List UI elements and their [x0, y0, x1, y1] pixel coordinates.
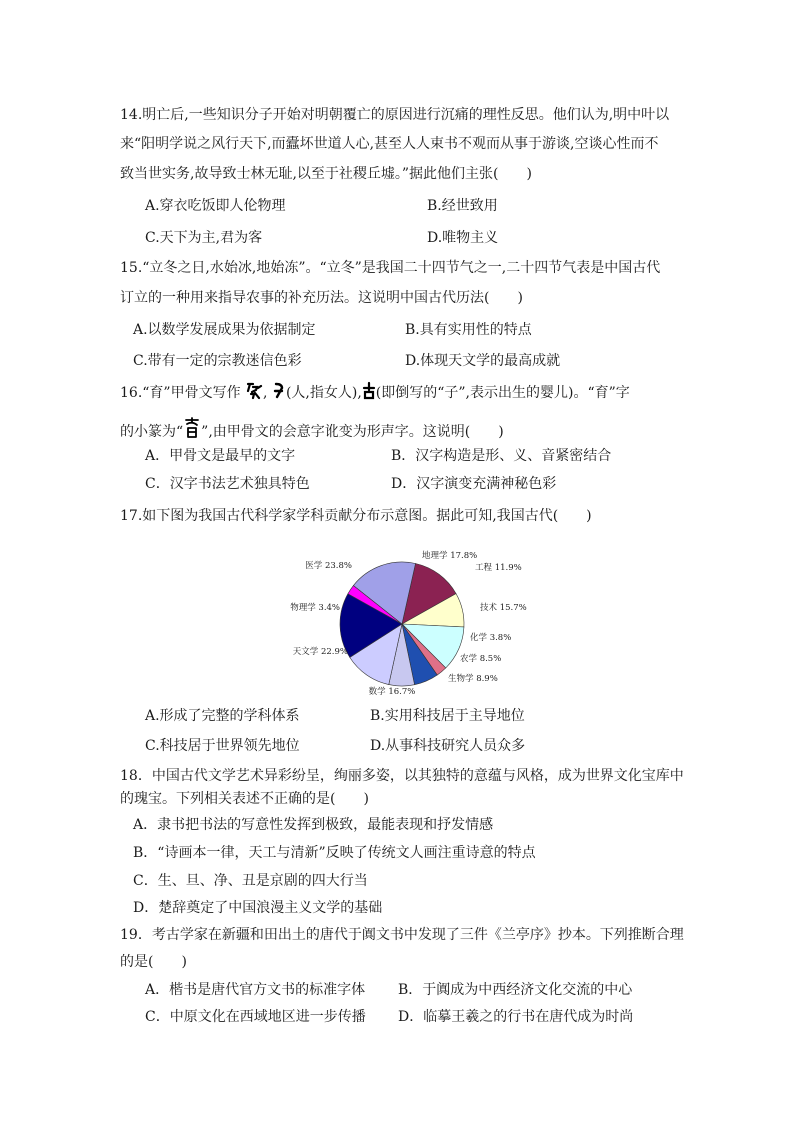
q14-line-1: 14.明亡后,一些知识分子开始对明朝覆亡的原因进行沉痛的理性反思。他们认为,明中叶以	[120, 107, 670, 123]
q16-option-d[interactable]: D．汉字演变充满神秘色彩	[391, 476, 557, 492]
q14-option-d[interactable]: D.唯物主义	[427, 230, 499, 246]
q17-option-c[interactable]: C.科技居于世界领先地位	[145, 738, 300, 754]
q17-line-1: 17.如下图为我国古代科学家学科贡献分布示意图。据此可知,我国古代( )	[120, 508, 592, 524]
q16-line-1-d: (即倒写的“子”,表示出生的婴儿)。“育”字	[375, 385, 630, 401]
pie-label-8: 物理学 3.4%	[290, 603, 340, 613]
q17-option-a[interactable]: A.形成了完整的学科体系	[145, 708, 300, 724]
q15-option-b[interactable]: B.具有实用性的特点	[405, 322, 532, 338]
q16-line-2-b: ”,由甲骨文的会意字讹变为形声字。这说明( )	[201, 424, 504, 440]
oracle-yu-glyph-icon	[245, 382, 263, 406]
pie-label-1: 工程 11.9%	[475, 563, 522, 573]
oracle-zi-glyph-icon	[362, 382, 376, 406]
q18-line-2: 的瑰宝。下列相关表述不正确的是( )	[120, 791, 369, 807]
q18-option-c[interactable]: C．生、旦、净、丑是京剧的四大行当	[133, 873, 368, 889]
q16-line-1	[120, 382, 630, 406]
pie-label-2: 技术 15.7%	[480, 603, 527, 613]
q16-line-2-a: 的小篆为“	[120, 424, 184, 440]
q18-option-b[interactable]: B．“诗画本一律，天工与清新”反映了传统文人画注重诗意的特点	[133, 845, 536, 861]
seal-yu-glyph-icon	[183, 417, 201, 445]
oracle-ren-glyph-icon	[272, 382, 286, 406]
q15-line-1: 15.“立冬之日,水始冰,地始冻”。“立冬”是我国二十四节气之一,二十四节气表是中国古代	[120, 260, 661, 276]
q17-option-d[interactable]: D.从事科技研究人员众多	[370, 738, 526, 754]
q16-option-c[interactable]: C．汉字书法艺术独具特色	[145, 476, 310, 492]
q16-option-b[interactable]: B．汉字构造是形、义、音紧密结合	[391, 448, 612, 464]
q17-option-b[interactable]: B.实用科技居于主导地位	[370, 708, 525, 724]
q16-line-1-b: ,	[263, 385, 268, 401]
q19-option-c[interactable]: C．中原文化在西域地区进一步传播	[145, 1009, 366, 1025]
discipline-pie-chart	[280, 548, 527, 698]
q19-line-1: 19．考古学家在新疆和田出土的唐代于阗文书中发现了三件《兰亭序》抄本。下列推断合理	[120, 927, 684, 943]
q15-option-c[interactable]: C.带有一定的宗教迷信色彩	[133, 353, 302, 369]
pie-label-6: 数学 16.7%	[368, 687, 416, 697]
q19-option-d[interactable]: D．临摹王羲之的行书在唐代成为时尚	[398, 1009, 634, 1025]
q18-line-1: 18．中国古代文学艺术异彩纷呈，绚丽多姿，以其独特的意蕴与风格，成为世界文化宝库中	[120, 768, 684, 784]
q14-option-b[interactable]: B.经世致用	[427, 198, 498, 214]
q18-option-a[interactable]: A．隶书把书法的写意性发挥到极致，最能表现和抒发情感	[133, 817, 494, 833]
q14-line-2: 来“阳明学说之风行天下,而蠹坏世道人心,甚至人人束书不观而从事于游谈,空谈心性而不	[120, 136, 659, 152]
q18-option-d[interactable]: D．楚辞奠定了中国浪漫主义文学的基础	[133, 900, 383, 916]
q15-line-2: 订立的一种用来指导农事的补充历法。这说明中国古代历法( )	[120, 290, 523, 306]
q19-option-a[interactable]: A．楷书是唐代官方文书的标准字体	[145, 982, 366, 998]
pie-label-0: 地理学 17.8%	[422, 551, 478, 561]
q16-line-1-a: 16.“育”甲骨文写作	[120, 385, 241, 401]
q19-option-b[interactable]: B．于阗成为中西经济文化交流的中心	[398, 982, 633, 998]
pie-label-9: 医学 23.8%	[305, 561, 352, 571]
pie-label-3: 化学 3.8%	[470, 633, 512, 643]
q15-option-d[interactable]: D.体现天文学的最高成就	[405, 353, 561, 369]
pie-label-4: 农学 8.5%	[460, 654, 502, 664]
q16-line-2	[120, 417, 504, 445]
pie-label-5: 生物学 8.9%	[448, 674, 498, 684]
q16-option-a[interactable]: A．甲骨文是最早的文字	[145, 448, 296, 464]
pie-label-7: 天文学 22.9%	[292, 647, 348, 657]
q14-line-3: 致当世实务,故导致士林无耻,以至于社稷丘墟。”据此他们主张( )	[120, 166, 532, 182]
q16-line-1-c: (人,指女人),	[285, 385, 362, 401]
q14-option-a[interactable]: A.穿衣吃饭即人伦物理	[145, 198, 286, 214]
q19-line-2: 的是( )	[120, 954, 187, 970]
pie-chart-svg	[280, 548, 527, 698]
q14-option-c[interactable]: C.天下为主,君为客	[145, 230, 263, 246]
q15-option-a[interactable]: A.以数学发展成果为依据制定	[133, 322, 316, 338]
